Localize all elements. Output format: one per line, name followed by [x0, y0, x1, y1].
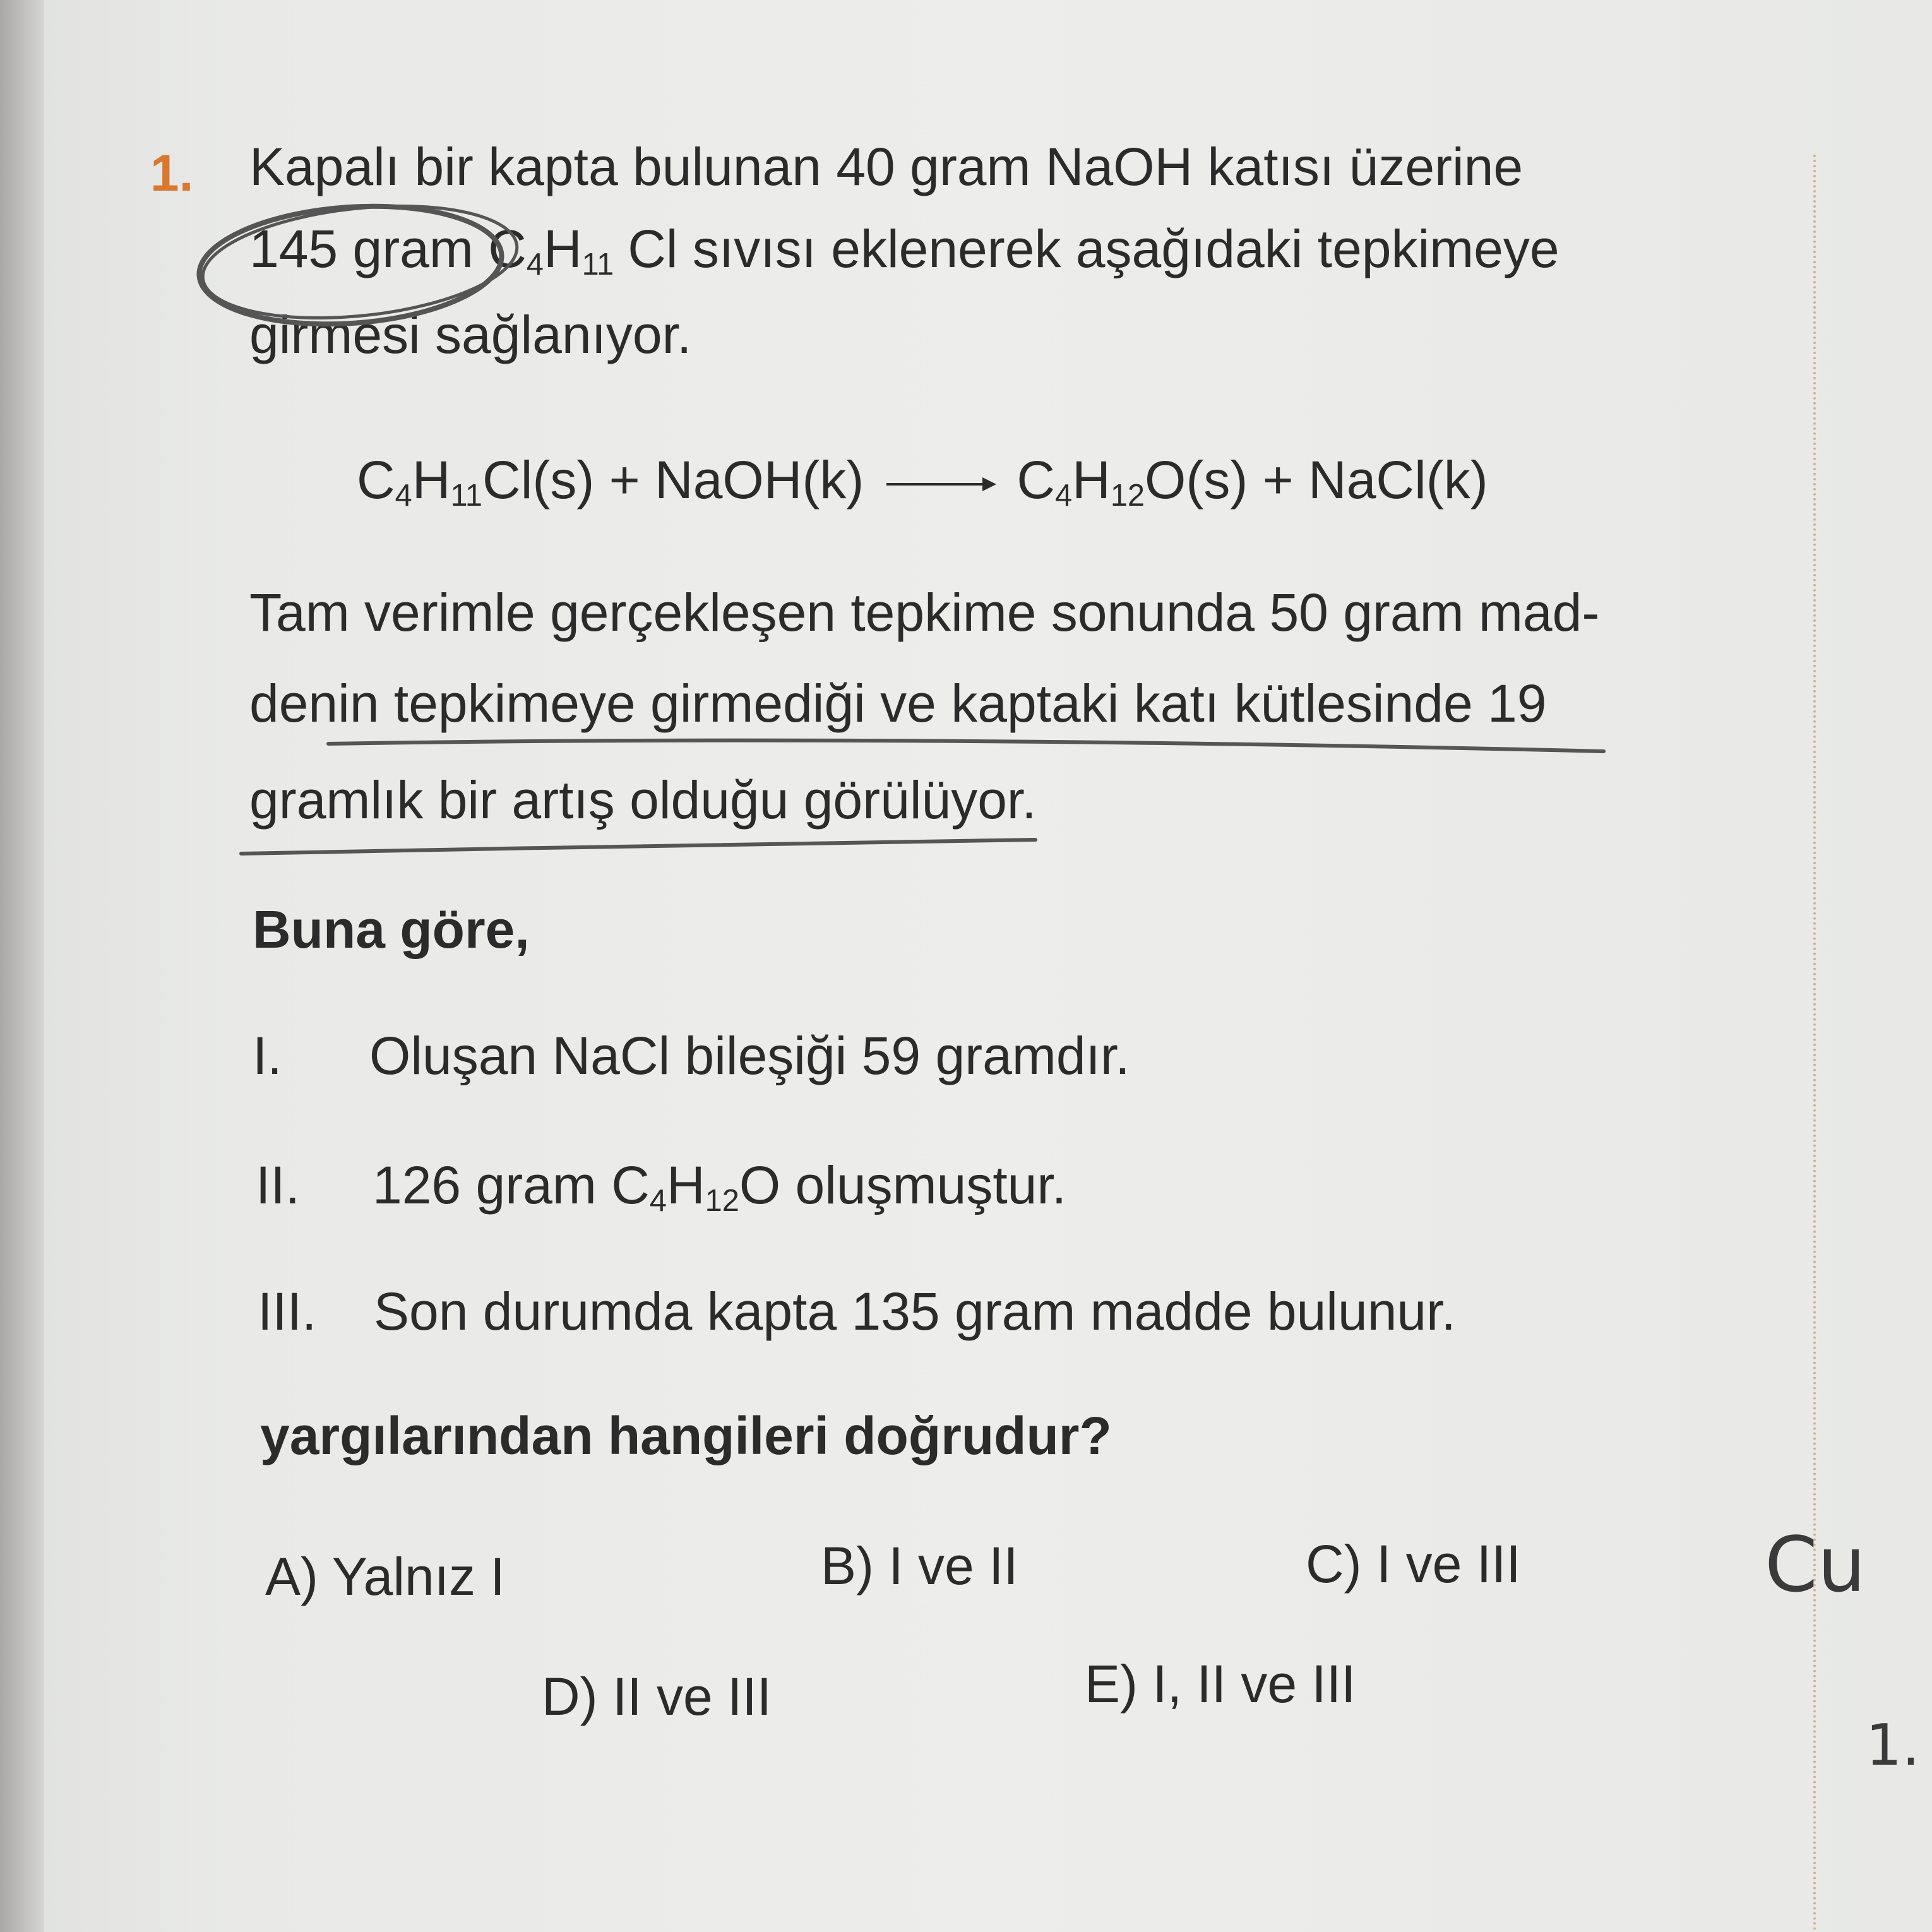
handwritten-note-cu: Cu: [1765, 1522, 1866, 1609]
handwritten-note-1: 1.: [1866, 1712, 1920, 1779]
question-stem-line-3: girmesi sağlanıyor.: [249, 305, 692, 364]
info-paragraph-line-3: gramlık bir artış olduğu görülüyor.: [249, 770, 1037, 830]
statement-2-text: 126 gram $C_4H_{12}O$ oluşmuştur.: [373, 1155, 1067, 1219]
stem-line-1-text: Kapalı bir kapta bulunan 40 gram NaOH katısı üzerine: [249, 137, 1524, 196]
book-spine-shadow: [0, 0, 44, 1932]
reactants: $C_4H_{11}Cl(s)$ + NaOH(k): [357, 450, 864, 513]
statement-1-text: Oluşan NaCl bileşiği 59 gramdır.: [369, 1026, 1130, 1085]
option-d[interactable]: D) II ve III: [542, 1667, 772, 1726]
question-stem-line-2: [249, 219, 1777, 282]
statement-3-numeral: III.: [258, 1282, 317, 1341]
info-paragraph-line-1: Tam verimle gerçekleşen tepkime sonunda 50 gram mad-: [249, 583, 1600, 642]
reaction-equation: [357, 450, 1488, 513]
products: $C_4H_{12}O(s)$ + NaCl(k): [1017, 450, 1488, 513]
info-paragraph-line-2: denin tepkimeye girmediği ve kaptaki katı kütlesinde 19: [249, 674, 1547, 733]
question-prompt: yargılarından hangileri doğrudur?: [260, 1406, 1112, 1465]
textbook-page: [44, 0, 1932, 1932]
margin-dotted-rule: [1813, 155, 1816, 1932]
statement-1-numeral: I.: [253, 1026, 282, 1085]
reaction-arrow-icon: [886, 483, 994, 486]
option-b[interactable]: B) I ve II: [821, 1536, 1018, 1595]
question-lead: Buna göre,: [253, 900, 530, 959]
statement-2-numeral: II.: [256, 1155, 301, 1215]
stem-line-2-text: Cl sıvısı eklenerek aşağıdaki tepkimeye: [628, 219, 1559, 278]
stem-line-2-formula: 145 gram $C_4H_{11}$: [249, 219, 614, 282]
option-c[interactable]: C) I ve III: [1306, 1534, 1521, 1594]
statement-3-text: Son durumda kapta 135 gram madde bulunur.: [374, 1282, 1456, 1341]
question-stem-line-1: [249, 137, 1777, 196]
option-a[interactable]: A) Yalnız I: [265, 1547, 505, 1606]
question-number: 1.: [150, 145, 194, 202]
option-e[interactable]: E) I, II ve III: [1085, 1654, 1356, 1714]
